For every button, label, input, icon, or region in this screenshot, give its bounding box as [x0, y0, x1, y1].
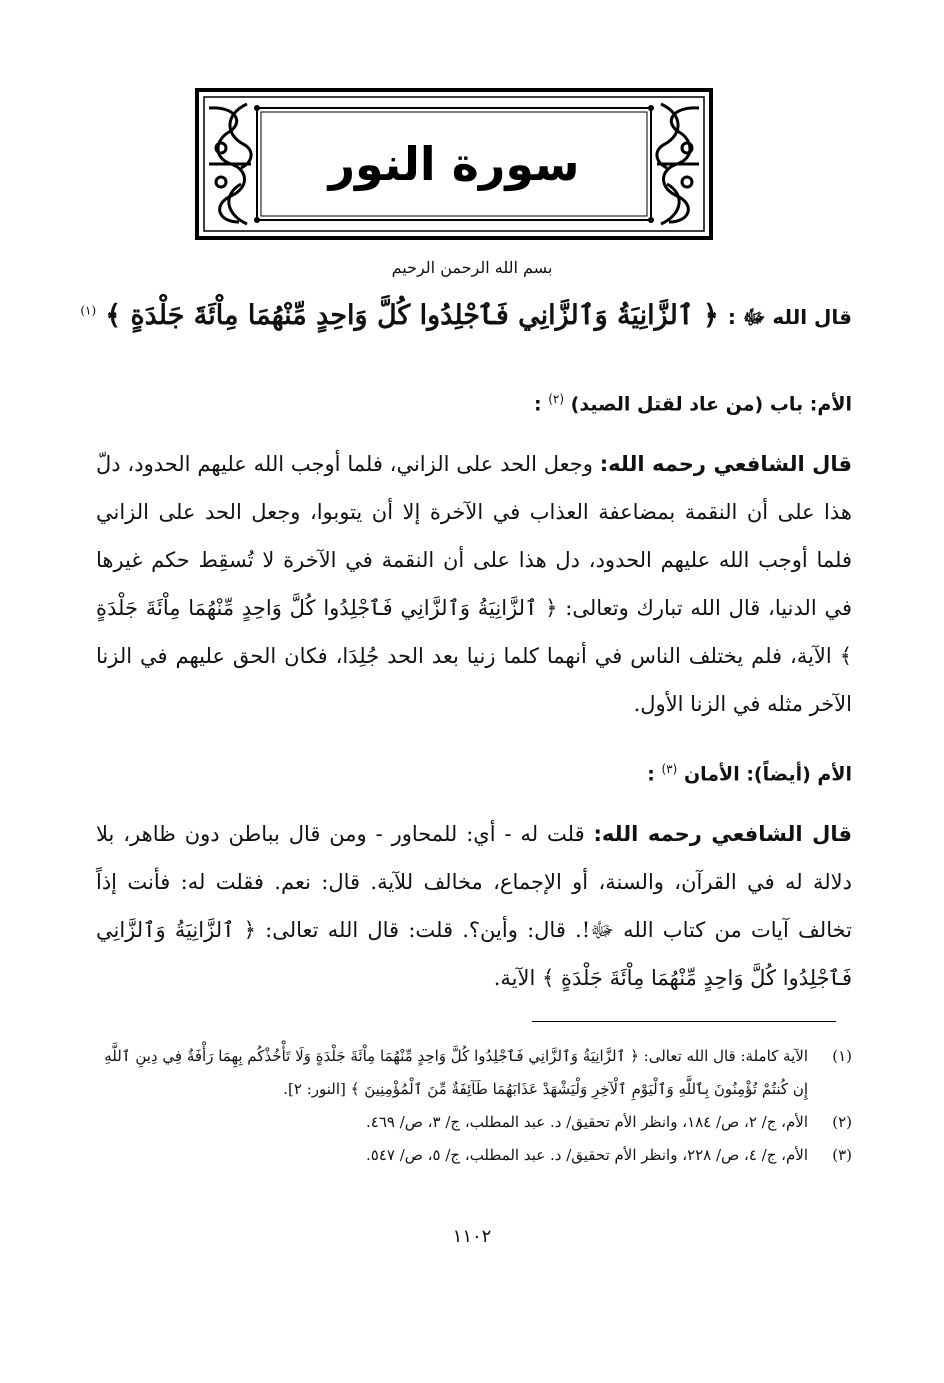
paragraph-1 [96, 440, 852, 728]
footnote-divider [532, 1021, 836, 1022]
paragraph-1-text-b: الآية، فلم يختلف الناس في أنهما كلما زنيا بعد الحد جُلِدَا، فكان الحق عليهم في الزنا الآخر مثله في الزنا الأول. [96, 644, 852, 716]
basmala: بسم الله الرحمن الرحيم [391, 258, 553, 277]
footnote-3-text: الأم، ج/ ٤، ص/ ٢٢٨، وانظر الأم تحقيق/ د. عبد المطلب، ج/ ٥، ص/ ٥٤٧. [365, 1146, 808, 1164]
section-heading-1-colon: : [533, 393, 542, 416]
footnote-2-number: (٢) [832, 1113, 852, 1131]
surah-title: سورة النور [328, 137, 580, 191]
paragraph-1-lead: قال الشافعي رحمه الله: [599, 452, 852, 476]
footnote-marker-1: (١) [80, 303, 97, 318]
paragraph-2-text-a: قلت له - أي: للمحاور - ومن قال بباطن دون ظاهر، بلا دلالة له في القرآن، والسنة، أو الإجماع، مخالف للآية. قال: نعم. فقلت له: فأنت إذاً تخالف آيات من كتاب الله ﷻ!. قال: وأين؟. قلت: قال الله تعالى: [96, 822, 852, 942]
paragraph-2-lead: قال الشافعي رحمه الله: [593, 822, 852, 846]
paragraph-2-text-b: الآية. [493, 966, 542, 990]
footnote-2-text: الأم، ج/ ٢، ص/ ١٨٤، وانظر الأم تحقيق/ د. عبد المطلب، ج/ ٣، ص/ ٤٦٩. [365, 1113, 808, 1131]
paragraph-1-verse: ﴿ ٱلزَّانِيَةُ وَٱلزَّانِي فَٱجْلِدُوا كُلَّ وَاحِدٍ مِّنْهُمَا مِاْئَةَ جَلْدَةٍ ﴾ [96, 596, 852, 668]
opening-speaker: قال الله ﷻ : [727, 305, 852, 329]
paragraph-2-verse: ﴿ ٱلزَّانِيَةُ وَٱلزَّانِي فَٱجْلِدُوا كُلَّ وَاحِدٍ مِّنْهُمَا مِاْئَةَ جَلْدَةٍ ﴾ [96, 918, 852, 990]
section-heading-2-colon: : [647, 763, 655, 786]
section-heading-1 [534, 392, 852, 415]
footnote-3-number: (٣) [832, 1146, 852, 1164]
footnotes [96, 1040, 852, 1172]
section-heading-2 [647, 762, 852, 785]
title-frame [195, 88, 713, 240]
footnote-marker-2: (٢) [548, 392, 565, 406]
paragraph-2 [96, 810, 852, 1002]
section-heading-1-text: الأم: باب (من عاد لقتل الصيد) [570, 393, 852, 416]
footnote-3 [96, 1139, 852, 1172]
footnote-1-number: (١) [832, 1047, 852, 1065]
opening-verse: ﴿ ٱلزَّانِيَةُ وَٱلزَّانِي فَٱجْلِدُوا كُلَّ وَاحِدٍ مِّنْهُمَا مِاْئَةَ جَلْدَةٍ ﴾ [105, 300, 719, 331]
opening-verse-line [80, 300, 852, 350]
section-heading-2-text: الأم (أيضاً): الأمان [683, 763, 852, 786]
footnote-1 [96, 1040, 852, 1106]
footnote-2 [96, 1106, 852, 1139]
page-number: ١١٠٢ [452, 1226, 492, 1247]
footnote-1-text: الآية كاملة: قال الله تعالى: ﴿ ٱلزَّانِيَةُ وَٱلزَّانِي فَٱجْلِدُوا كُلَّ وَاحِدٍ مِّنْهُمَا مِاْئَةَ جَلْدَةٍ وَلَا تَأْخُذْكُم بِهِمَا رَأْفَةٌ فِي دِينِ ٱللَّهِ إِن كُنتُمْ تُؤْمِنُونَ بِٱللَّهِ وَٱلْيَوْمِ ٱلْآخِرِ وَلْيَشْهَدْ عَذَابَهُمَا طَآئِفَةٌ مِّنَ ٱلْمُؤْمِنِينَ ﴾ [النور: ٢]. [104, 1047, 808, 1098]
footnote-marker-3: (٣) [661, 762, 678, 776]
paragraph-1-text-a: وجعل الحد على الزاني، فلما أوجب الله عليهم الحدود، دلّ هذا على أن النقمة بمضاعفة العذاب في الآخرة إلا أن يتوبوا، وجعل الحد على الزاني فلما أوجب الله عليهم الحدود، دل هذا على أن النقمة في الآخرة لا تُسقِط حكم غيرها في الدنيا، قال الله تبارك وتعالى: [96, 452, 852, 620]
